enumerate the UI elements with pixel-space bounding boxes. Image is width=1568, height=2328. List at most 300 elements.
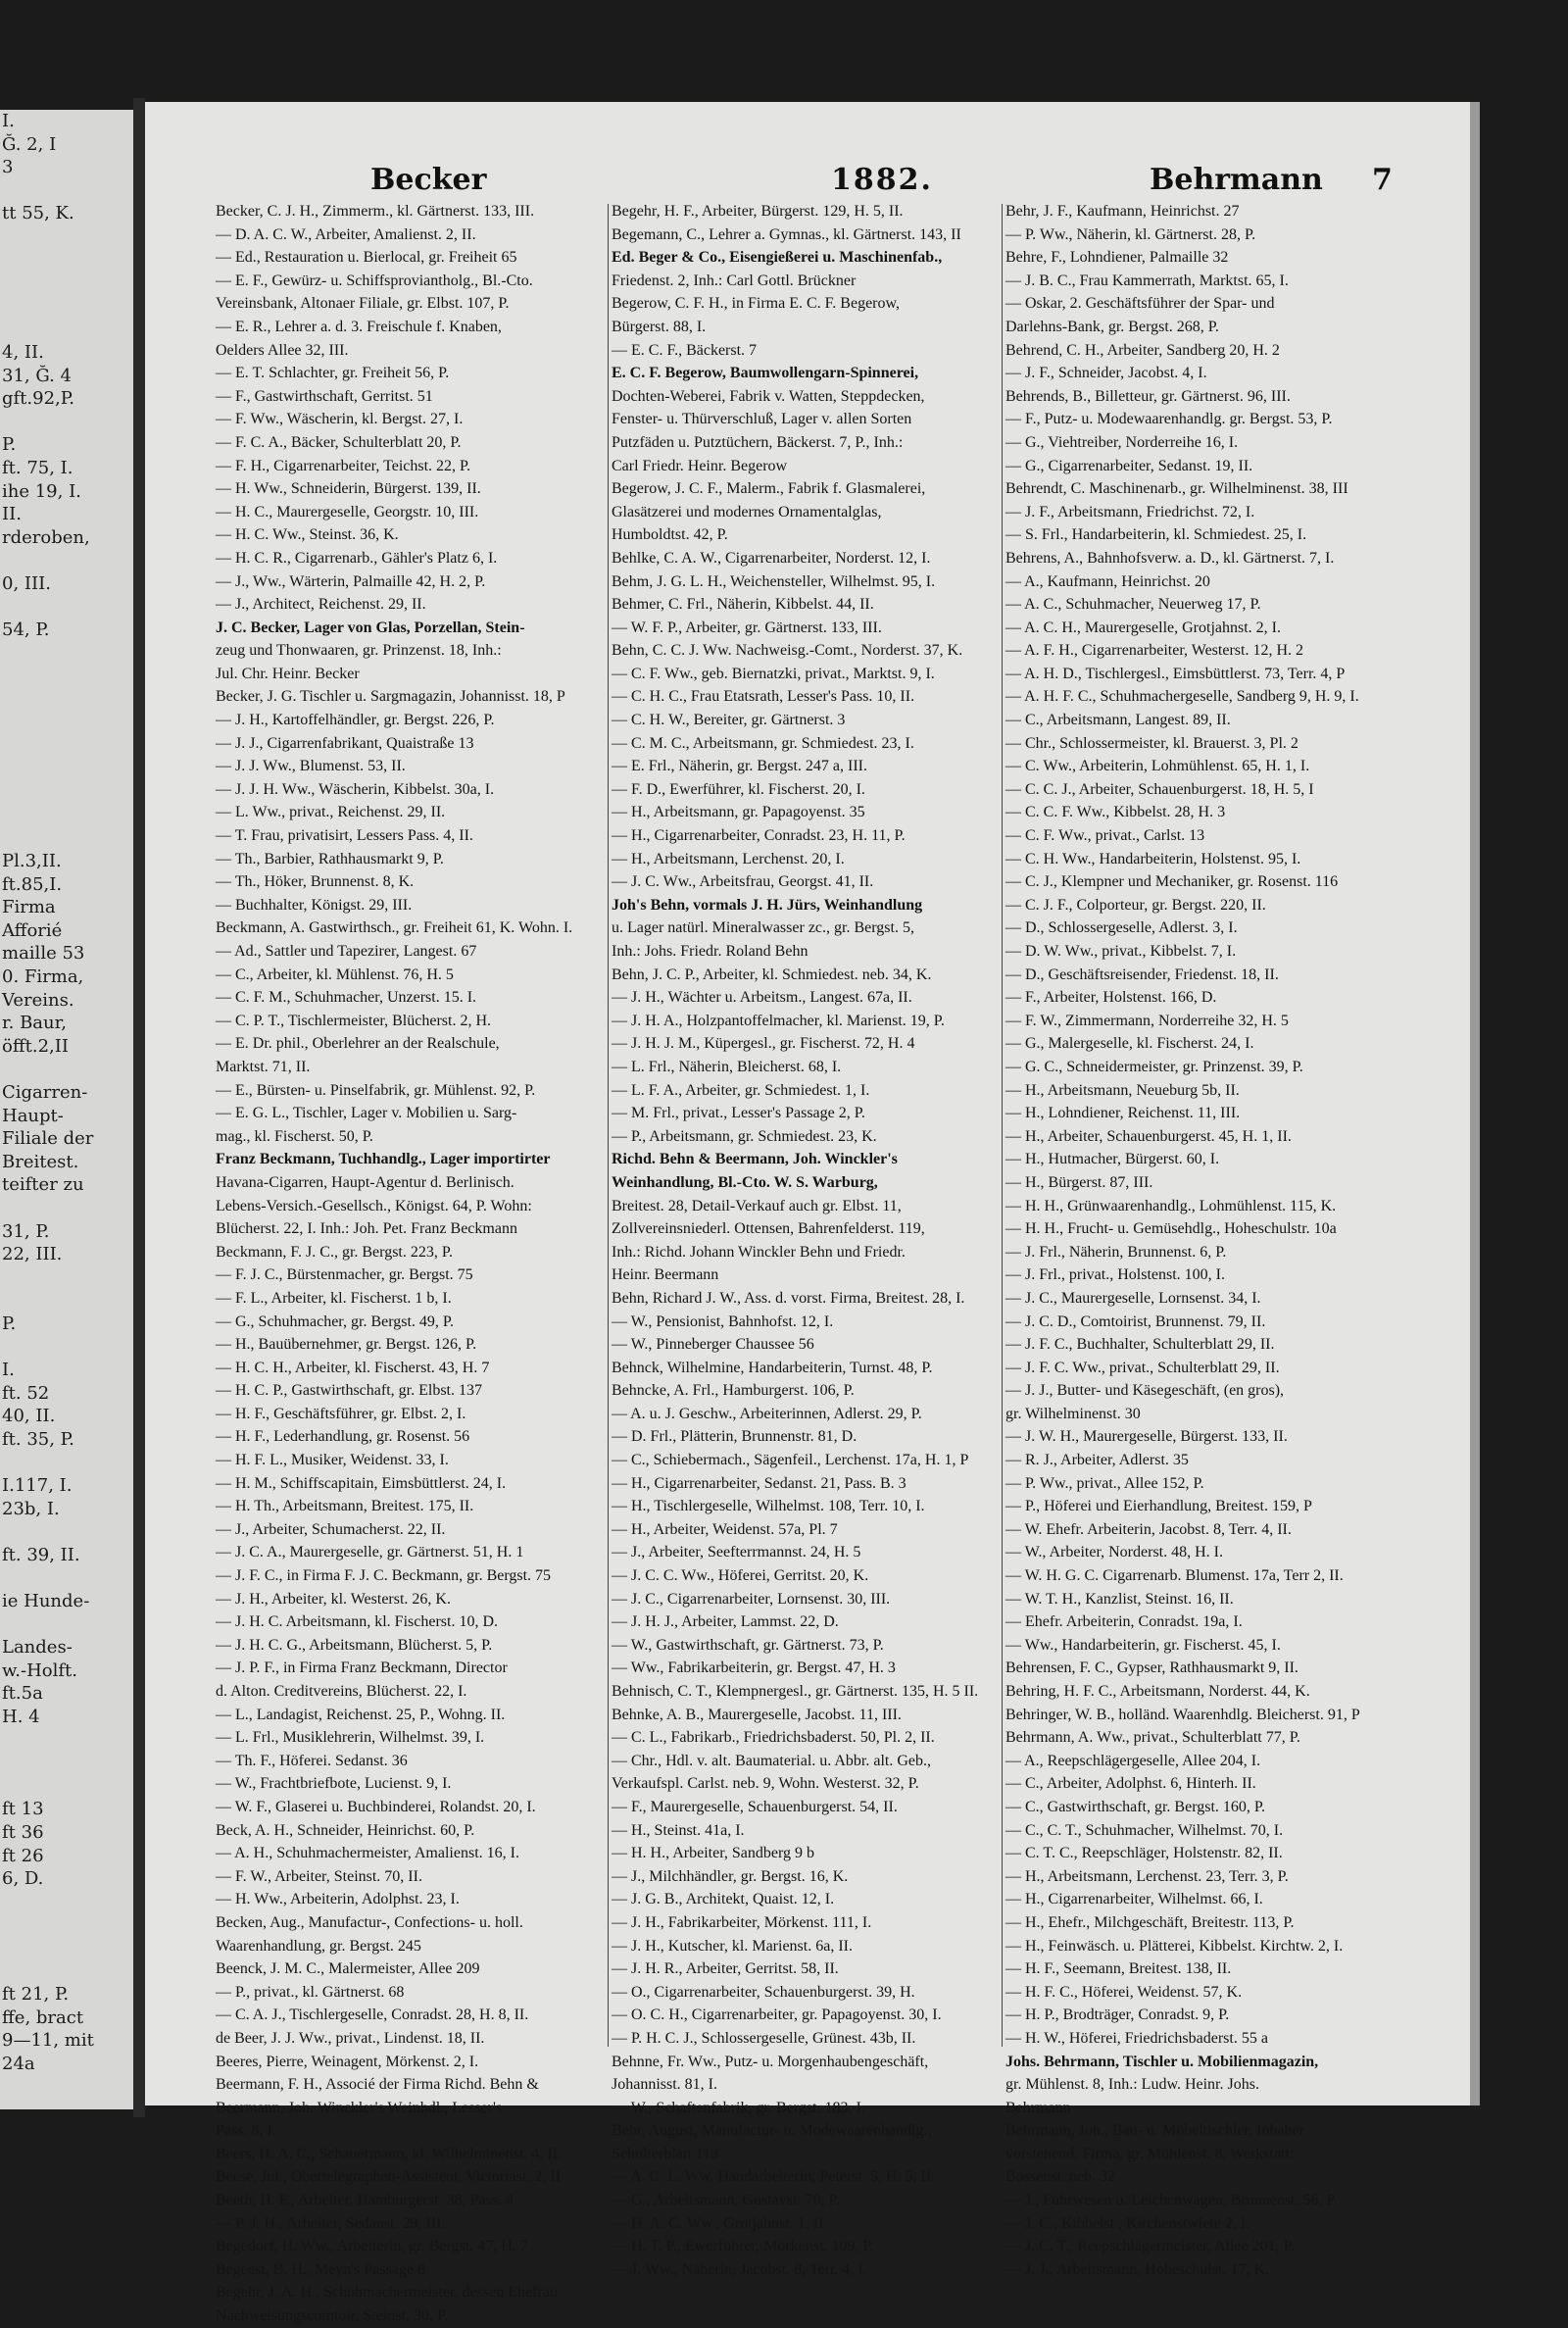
directory-entry: — J. H. A., Holzpantoffelmacher, kl. Marienst. 19, P.	[612, 1012, 945, 1029]
prev-page-fragment	[0, 225, 133, 249]
directory-entry: Carl Friedr. Heinr. Begerow	[612, 457, 788, 474]
directory-entry: — J. H. C. Arbeitsmann, kl. Fischerst. 10, D.	[216, 1613, 498, 1631]
prev-page-fragment	[0, 1197, 133, 1220]
directory-entry: Franz Beckmann, Tuchhandlg., Lager importirter	[216, 1151, 551, 1168]
directory-entry: Friedenst. 2, Inh.: Carl Gottl. Brückner	[612, 272, 857, 289]
directory-entry: Richd. Behn & Beermann, Joh. Winckler's	[612, 1151, 898, 1168]
directory-entry: — J. F., Arbeitsmann, Friedrichst. 72, I.	[1005, 503, 1255, 520]
prev-page-fragment: I.	[2, 1360, 15, 1381]
directory-entry: — Ed., Restauration u. Bierlocal, gr. Freiheit 65	[216, 249, 517, 267]
directory-entry: Behn, C. C. J. Ww. Nachweisg.-Comt., Norderst. 37, K.	[612, 642, 963, 660]
prev-page-fragment	[0, 1289, 133, 1313]
prev-page-fragment: 24a	[2, 2053, 35, 2074]
prev-page-fragment: maille 53	[2, 943, 85, 965]
directory-entry: Blücherst. 22, I. Inh.: Joh. Pet. Franz Beckmann	[216, 1220, 517, 1238]
directory-entry: — D., Geschäftsreisender, Friedenst. 18, II.	[1005, 966, 1279, 983]
directory-entry: — H. F., Lederhandlung, gr. Rosenst. 56	[216, 1428, 470, 1446]
directory-entry: — H. P., Brodträger, Conradst. 9, P.	[1005, 2006, 1230, 2024]
directory-entry: — J., Ww., Wärterin, Palmaille 42, H. 2, P.	[216, 572, 486, 590]
directory-entry: — J., Fuhrwesen u. Leichenwagen, Brunnenst. 56, P.	[1005, 2192, 1338, 2209]
prev-page-fragment: ft 36	[2, 1821, 44, 1843]
prev-page-fragment	[0, 1451, 133, 1474]
column-2	[612, 200, 994, 2281]
prev-page-fragment: 23b, I.	[2, 1498, 60, 1519]
prev-page-fragment	[0, 249, 133, 272]
directory-entry: — H. C., Maurergeselle, Georgstr. 10, III.	[216, 503, 479, 520]
column-1	[216, 200, 603, 2328]
directory-entry: — C., Arbeiter, Adolphst. 6, Hinterh. II.	[1005, 1775, 1256, 1793]
directory-entry: — P. J. H., Arbeiter, Sedanst. 29, III.	[216, 2214, 446, 2232]
directory-entry: Becken, Aug., Manufactur-, Confections- u. holl.	[216, 1913, 523, 1931]
directory-entry: — L. Ww., privat., Reichenst. 29, II.	[216, 804, 446, 821]
directory-entry: — E. C. F., Bäckerst. 7	[612, 341, 758, 359]
directory-entry: — H. M., Schiffscapitain, Eimsbüttlerst. 24, I.	[216, 1474, 507, 1492]
directory-entry: gr. Wilhelminenst. 30	[1005, 1405, 1141, 1422]
directory-entry: — A. C., Schuhmacher, Neuerweg 17, P.	[1005, 596, 1261, 614]
directory-entry: Behr, J. F., Kaufmann, Heinrichst. 27	[1005, 203, 1240, 220]
directory-entry: — J. H., Kartoffelhändler, gr. Bergst. 226, P.	[216, 712, 495, 729]
directory-entry: — C., Arbeitsmann, Langest. 89, II.	[1005, 712, 1231, 729]
prev-page-fragment: ft. 52	[2, 1382, 50, 1404]
directory-entry: — F. W., Arbeiter, Steinst. 70, II.	[216, 1867, 422, 1885]
prev-page-fragment	[0, 642, 133, 666]
directory-entry: — C. F. Ww., privat., Carlst. 13	[1005, 827, 1205, 845]
directory-entry: d. Alton. Creditvereins, Blücherst. 22, I.	[216, 1683, 467, 1700]
header-year: 1882.	[831, 163, 933, 197]
prev-page-fragment	[0, 711, 133, 734]
directory-entry: E. C. F. Begerow, Baumwollengarn-Spinnerei,	[612, 365, 919, 382]
prev-page-fragment: H. 4	[2, 1706, 40, 1727]
directory-entry: — H., Ehefr., Milchgeschäft, Breitestr. 113, P.	[1005, 1913, 1295, 1931]
prev-page-fragment: 0. Firma,	[2, 966, 84, 987]
directory-entry: — H. F., Seemann, Breitest. 138, II.	[1005, 1960, 1232, 1978]
prev-page-fragment	[0, 1960, 133, 1984]
directory-entry: — H. Th., Arbeitsmann, Breitest. 175, II.	[216, 1498, 474, 1515]
header-left-word: Becker	[370, 163, 487, 197]
directory-entry: Behlke, C. A. W., Cigarrenarbeiter, Norderst. 12, I.	[612, 549, 931, 567]
directory-entry: — A., Reepschlägergeselle, Allee 204, I.	[1005, 1752, 1261, 1769]
prev-page-fragment	[0, 1335, 133, 1359]
directory-entry: — Th., Höker, Brunnenst. 8, K.	[216, 873, 415, 891]
directory-entry: — J. Ww., Näherin, Jacobst. 8, Terr. 4, I.	[612, 2260, 867, 2278]
directory-entry: gr. Mühlenst. 8, Inh.: Ludw. Heinr. Johs.	[1005, 2076, 1259, 2094]
prev-page-fragment: Filiale der	[2, 1128, 94, 1150]
header-right-word: Behrmann	[1150, 163, 1323, 197]
directory-entry: — Oskar, 2. Geschäftsführer der Spar- und	[1005, 295, 1275, 313]
directory-entry: — Chr., Schlossermeister, kl. Brauerst. 3, Pl. 2	[1005, 734, 1298, 752]
directory-entry: Schulterblatt 113	[612, 2145, 719, 2162]
directory-entry: Becker, C. J. H., Zimmerm., kl. Gärtnerst. 133, III.	[216, 203, 535, 220]
directory-entry: — J. H. R., Arbeiter, Gerritst. 58, II.	[612, 1960, 839, 1978]
directory-entry: Fenster- u. Thürverschluß, Lager v. allen Sorten	[612, 411, 912, 428]
prev-page-fragment: ft 26	[2, 1845, 44, 1866]
prev-page-fragment: I.	[2, 111, 15, 131]
directory-entry: Begedorf, H. Ww., Arbeiterin, gr. Bergst. 47, H. 7	[216, 2238, 528, 2255]
prev-page-fragment	[0, 272, 133, 295]
directory-entry: — Ad., Sattler und Tapezirer, Langest. 67	[216, 943, 477, 960]
directory-entry: Glasätzerei und modernes Ornamentalglas,	[612, 503, 882, 520]
directory-entry: — E. Dr. phil., Oberlehrer an der Realschule,	[216, 1035, 500, 1053]
directory-entry: — P. Ww., Näherin, kl. Gärtnerst. 28, P.	[1005, 225, 1256, 243]
prev-page-fragment: 31, Ğ. 4	[2, 365, 72, 386]
directory-entry: — G., Viehtreiber, Norderreihe 16, I.	[1005, 433, 1239, 451]
directory-entry: Behre, F., Lohndiener, Palmaille 32	[1005, 249, 1229, 267]
directory-entry: — J. H. J., Arbeiter, Lammst. 22, D.	[612, 1613, 839, 1631]
directory-entry: — W., Pinneberger Chaussee 56	[612, 1336, 814, 1354]
directory-entry: — L. Frl., Näherin, Bleicherst. 68, I.	[612, 1058, 842, 1075]
directory-entry: Begerow, J. C. F., Malerm., Fabrik f. Glasmalerei,	[612, 480, 926, 498]
directory-entry: — H., Feinwäsch. u. Plätterei, Kibbelst. Kirchtw. 2, I.	[1005, 1937, 1344, 1955]
directory-entry: — J. J. H. Ww., Wäscherin, Kibbelst. 30a, I.	[216, 780, 495, 798]
directory-entry: — O., Cigarrenarbeiter, Schauenburgerst. 39, H.	[612, 1983, 915, 2001]
directory-entry: — J. C. C. Ww., Höferei, Gerritst. 20, K.	[612, 1567, 869, 1585]
directory-entry: — L. F. A., Arbeiter, gr. Schmiedest. 1, I.	[612, 1081, 870, 1099]
directory-entry: — H. F. L., Musiker, Weidenst. 33, I.	[216, 1452, 449, 1469]
prev-page-fragment	[0, 665, 133, 688]
prev-page-fragment	[0, 1566, 133, 1590]
directory-entry: — L., Landagist, Reichenst. 25, P., Wohng. II.	[216, 1706, 506, 1723]
prev-page-fragment: 31, P.	[2, 1220, 50, 1242]
directory-entry: — P., privat., kl. Gärtnerst. 68	[216, 1983, 405, 2001]
page-edge	[1470, 102, 1480, 2105]
directory-entry: Becker, J. G. Tischler u. Sargmagazin, Johannisst. 18, P	[216, 688, 565, 706]
directory-entry: — C. H. W., Bereiter, gr. Gärtnerst. 3	[612, 712, 846, 729]
directory-page	[145, 102, 1470, 2325]
directory-entry: Begemann, C., Lehrer a. Gymnas., kl. Gärtnerst. 143, II	[612, 225, 961, 243]
prev-page-fragment: ffe, bract	[2, 2006, 84, 2028]
prev-page-fragment: II.	[2, 504, 22, 525]
directory-entry: Behnne, Fr. Ww., Putz- u. Morgenhaubengeschäft,	[612, 2053, 929, 2070]
directory-entry: — C. J., Klempner und Mechaniker, gr. Rosenst. 116	[1005, 873, 1339, 891]
directory-entry: — C. M. C., Arbeitsmann, gr. Schmiedest. 23, I.	[612, 734, 914, 752]
directory-entry: — H., Steinst. 41a, I.	[612, 1821, 745, 1839]
directory-entry: — G., Malergeselle, kl. Fischerst. 24, I.	[1005, 1035, 1254, 1053]
directory-entry: — H., Hutmacher, Bürgerst. 60, I.	[1005, 1151, 1220, 1168]
directory-entry: — W., Frachtbriefbote, Lucienst. 9, I.	[216, 1775, 452, 1793]
directory-entry: — W., Schaftenfabrik, gr. Bergst. 183, I.	[612, 2099, 865, 2116]
book-gutter	[133, 98, 145, 2117]
directory-entry: — P. H. C. J., Schlossergeselle, Grünest. 43b, II.	[612, 2029, 916, 2047]
directory-entry: zeug und Thonwaaren, gr. Prinzenst. 18, Inh.:	[216, 642, 502, 660]
directory-entry: Beck, A. H., Schneider, Heinrichst. 60, P.	[216, 1821, 475, 1839]
directory-entry: — H., Bauübernehmer, gr. Bergst. 126, P.	[216, 1336, 477, 1354]
directory-entry: — W., Pensionist, Bahnhofst. 12, I.	[612, 1313, 834, 1330]
directory-entry: Havana-Cigarren, Haupt-Agentur d. Berlinisch.	[216, 1173, 514, 1191]
directory-entry: — J. C., Kibbelst., Kirchenstwiete 2, I.	[1005, 2214, 1250, 2232]
directory-entry: — G. C., Schneidermeister, gr. Prinzenst. 39, P.	[1005, 1058, 1303, 1075]
directory-entry: Bürgerst. 88, I.	[612, 318, 707, 335]
prev-page-fragment: Landes-	[2, 1637, 73, 1659]
directory-entry: — H., Arbeitsmann, Lerchenst. 20, I.	[612, 850, 845, 867]
directory-entry: — Ehefr. Arbeiterin, Conradst. 19a, I.	[1005, 1613, 1243, 1631]
directory-entry: — F. Ww., Wäscherin, kl. Bergst. 27, I.	[216, 411, 464, 428]
directory-entry: — P., Höferei und Eierhandlung, Breitest. 159, P	[1005, 1498, 1312, 1515]
directory-entry: Behrmann, A. Ww., privat., Schulterblatt 77, P.	[1005, 1729, 1300, 1747]
prev-page-fragment: r. Baur,	[2, 1013, 67, 1034]
directory-entry: — Th. F., Höferei. Sedanst. 36	[216, 1752, 408, 1769]
prev-page-fragment	[0, 1913, 133, 1937]
column-3	[1005, 200, 1452, 2281]
directory-entry: — Chr., Hdl. v. alt. Baumaterial. u. Abbr. alt. Geb.,	[612, 1752, 932, 1769]
directory-entry: — H., Cigarrenarbeiter, Sedanst. 21, Pass. B. 3	[612, 1474, 906, 1492]
directory-entry: — J. C. A., Maurergeselle, gr. Gärtnerst. 51, H. 1	[216, 1544, 524, 1561]
prev-page-fragment: Cigarren-	[2, 1081, 88, 1103]
directory-entry: Beeres, Pierre, Weinagent, Mörkenst. 2, I.	[216, 2053, 479, 2070]
directory-entry: — H., Lohndiener, Reichenst. 11, III.	[1005, 1105, 1241, 1122]
directory-entry: — D., Schlossergeselle, Adlerst. 3, I.	[1005, 919, 1238, 937]
prev-page-fragment: ft 13	[2, 1799, 44, 1820]
directory-entry: — H. Ww., Schneiderin, Bürgerst. 139, II.	[216, 480, 481, 498]
directory-entry: Beenck, J. M. C., Malermeister, Allee 209	[216, 1960, 480, 1978]
directory-entry: — J., Arbeiter, Schumacherst. 22, II.	[216, 1520, 446, 1538]
directory-entry: — Ww., Fabrikarbeiterin, gr. Bergst. 47, H. 3	[612, 1659, 896, 1677]
prev-page-fragment	[0, 411, 133, 434]
prev-page-fragment	[0, 734, 133, 758]
directory-entry: — W. F. P., Arbeiter, gr. Gärtnerst. 133, III.	[612, 619, 882, 636]
directory-entry: — H. F. C., Höferei, Weidenst. 57, K.	[1005, 1983, 1243, 2001]
prev-page-fragment: Breitest.	[2, 1151, 79, 1172]
prev-page-fragment	[0, 295, 133, 319]
prev-page-fragment: Ğ. 2, I	[2, 133, 57, 155]
directory-entry: — H., Bürgerst. 87, III.	[1005, 1173, 1153, 1191]
prev-page-fragment	[0, 549, 133, 572]
directory-entry: — H., Cigarrenarbeiter, Wilhelmst. 66, I.	[1005, 1891, 1263, 1908]
prev-page-fragment: ft. 75, I.	[2, 457, 74, 478]
directory-entry: — C. H. Ww., Handarbeiterin, Holstenst. 95, I.	[1005, 850, 1301, 867]
prev-page-fragment: gft.92,P.	[2, 388, 74, 410]
directory-entry: Marktst. 71, II.	[216, 1058, 311, 1075]
directory-entry: Bossenst. neb. 32	[1005, 2168, 1115, 2186]
previous-page-fragment	[0, 110, 133, 2109]
prev-page-fragment	[0, 1729, 133, 1753]
directory-entry: Heinr. Beermann	[612, 1266, 719, 1284]
directory-entry: vorstehend. Firma, gr. Mühlenst. 8, Werkstatt:	[1005, 2145, 1295, 2162]
prev-page-fragment: 0, III.	[2, 572, 51, 594]
directory-entry: J. C. Becker, Lager von Glas, Porzellan, Stein-	[216, 619, 525, 636]
prev-page-fragment	[0, 595, 133, 619]
directory-entry: Behrmann	[1005, 2099, 1071, 2116]
directory-entry: Behring, H. F. C., Arbeitsmann, Norderst. 44, K.	[1005, 1683, 1310, 1700]
directory-entry: — H., Arbeitsmann, Neueburg 5b, II.	[1005, 1081, 1240, 1099]
directory-entry: — E. G. L., Tischler, Lager v. Mobilien u. Sarg-	[216, 1105, 517, 1122]
directory-entry: Behrensen, F. C., Gypser, Rathhausmarkt 9, II.	[1005, 1659, 1298, 1677]
directory-entry: Johannisst. 81, I.	[612, 2076, 717, 2094]
directory-entry: Behncke, A. Frl., Hamburgerst. 106, P.	[612, 1382, 855, 1400]
directory-entry: — D. W. Ww., privat., Kibbelst. 7, I.	[1005, 943, 1237, 960]
directory-entry: — T. Frau, privatisirt, Lessers Pass. 4, II.	[216, 827, 473, 845]
directory-entry: — H., Arbeiter, Schauenburgerst. 45, H. 1, II.	[1005, 1127, 1292, 1145]
prev-page-fragment	[0, 1891, 133, 1914]
directory-entry: Jul. Chr. Heinr. Becker	[216, 665, 360, 682]
directory-entry: — F., Maurergeselle, Schauenburgerst. 54, II.	[612, 1798, 898, 1815]
prev-page-fragment	[0, 318, 133, 341]
directory-entry: — G., Cigarrenarbeiter, Sedanst. 19, II.	[1005, 457, 1253, 474]
directory-entry: — H. W., Höferei, Friedrichsbaderst. 55 a	[1005, 2029, 1268, 2047]
directory-entry: — H., Arbeitsmann, Lerchenst. 23, Terr. 3, P.	[1005, 1867, 1289, 1885]
directory-entry: — C. C. J., Arbeiter, Schauenburgerst. 18, H. 5, I	[1005, 780, 1314, 798]
directory-entry: Behrens, A., Bahnhofsverw. a. D., kl. Gärtnerst. 7, I.	[1005, 549, 1335, 567]
prev-page-fragment: 40, II.	[2, 1406, 56, 1427]
directory-entry: Beeth, H. F., Arbeiter, Hamburgerst. 38, Pass. 4	[216, 2192, 514, 2209]
directory-entry: Darlehns-Bank, gr. Bergst. 268, P.	[1005, 318, 1219, 335]
directory-entry: — L. Frl., Musiklehrerin, Wilhelmst. 39, I.	[216, 1729, 485, 1747]
prev-page-fragment	[0, 804, 133, 827]
directory-entry: Dochten-Weberei, Fabrik v. Watten, Steppdecken,	[612, 387, 925, 405]
directory-entry: — W., Gastwirthschaft, gr. Gärtnerst. 73, P.	[612, 1636, 884, 1654]
directory-entry: Weinhandlung, Bl.-Cto. W. S. Warburg,	[612, 1173, 878, 1191]
directory-entry: Zollvereinsniederl. Ottensen, Bahrenfelderst. 119,	[612, 1220, 925, 1238]
directory-entry: — C. T. C., Reepschläger, Holstenstr. 82, II.	[1005, 1845, 1283, 1862]
directory-entry: — D. Frl., Plätterin, Brunnenstr. 81, D.	[612, 1428, 858, 1446]
prev-page-fragment: Afforié	[2, 919, 63, 941]
directory-entry: — W. Ehefr. Arbeiterin, Jacobst. 8, Terr. 4, II.	[1005, 1520, 1292, 1538]
directory-entry: — F. D., Ewerführer, kl. Fischerst. 20, I.	[612, 780, 865, 798]
directory-entry: — W. T. H., Kanzlist, Steinst. 16, II.	[1005, 1590, 1234, 1608]
directory-entry: — J. H. C. G., Arbeitsmann, Blücherst. 5, P.	[216, 1636, 493, 1654]
prev-page-fragment: 9—11, mit	[2, 2030, 94, 2052]
directory-entry: — F., Putz- u. Modewaarenhandlg. gr. Bergst. 53, P.	[1005, 411, 1333, 428]
directory-entry: — J. G. B., Architekt, Quaist. 12, I.	[612, 1891, 835, 1908]
prev-page-fragment	[0, 1058, 133, 1081]
directory-entry: Inh.: Johs. Friedr. Roland Behn	[612, 943, 808, 960]
directory-entry: — J. H., Fabrikarbeiter, Mörkenst. 111, I.	[612, 1913, 872, 1931]
directory-entry: — C. Ww., Arbeiterin, Lohmühlenst. 65, H. 1, I.	[1005, 758, 1310, 775]
directory-entry: Behrmann, Joh., Bau- u. Möbeltischler, Inhaber	[1005, 2122, 1305, 2140]
directory-entry: — H., Cigarrenarbeiter, Conradst. 23, H. 11, P.	[612, 827, 906, 845]
prev-page-fragment: tt 55, K.	[2, 203, 74, 224]
directory-entry: Putzfäden u. Putztüchern, Bäckerst. 7, P., Inh.:	[612, 433, 904, 451]
directory-entry: — J., Architect, Reichenst. 29, II.	[216, 596, 426, 614]
directory-entry: Behn, J. C. P., Arbeiter, kl. Schmiedest. neb. 34, K.	[612, 966, 932, 983]
directory-entry: — H. H., Frucht- u. Gemüsehdlg., Hoheschulstr. 10a	[1005, 1220, 1337, 1238]
directory-entry: — J. H., Arbeiter, kl. Westerst. 26, K.	[216, 1590, 451, 1608]
prev-page-fragment	[0, 758, 133, 781]
directory-entry: Breitest. 28, Detail-Verkauf auch gr. Elbst. 11,	[612, 1197, 902, 1214]
directory-entry: — J. Frl., Näherin, Brunnenst. 6, P.	[1005, 1243, 1227, 1261]
directory-entry: — P. Ww., privat., Allee 152, P.	[1005, 1474, 1204, 1492]
directory-entry: — C., C. T., Schuhmacher, Wilhelmst. 70, I.	[1005, 1821, 1284, 1839]
prev-page-fragment: ie Hunde-	[2, 1591, 90, 1611]
directory-entry: Behnisch, C. T., Klempnergesl., gr. Gärtnerst. 135, H. 5 II.	[612, 1683, 979, 1700]
directory-entry: — C., Gastwirthschaft, gr. Bergst. 160, P.	[1005, 1798, 1266, 1815]
directory-entry: — J. P. F., in Firma Franz Beckmann, Director	[216, 1659, 508, 1677]
directory-entry: — H., Arbeiter, Weidenst. 57a, Pl. 7	[612, 1520, 838, 1538]
directory-entry: — Buchhalter, Königst. 29, III.	[216, 896, 413, 914]
directory-entry: — H., Arbeitsmann, gr. Papagoyenst. 35	[612, 804, 865, 821]
prev-page-fragment: P.	[2, 1313, 17, 1334]
directory-entry: Beese, Jul., Obertelegraphen-Assistent, Victoriast. 2, II	[216, 2168, 561, 2186]
directory-entry: — J. H. J. M., Küpergesl., gr. Fischerst. 72, H. 4	[612, 1035, 915, 1053]
directory-entry: — H. A. C. Ww., Grotjahnst. 1, II.	[612, 2214, 828, 2232]
prev-page-fragment: ihe 19, I.	[2, 480, 81, 502]
prev-page-fragment: ft.5a	[2, 1683, 43, 1705]
directory-entry: u. Lager natürl. Mineralwasser zc., gr. Bergst. 5,	[612, 919, 914, 937]
directory-entry: — H. Ww., Arbeiterin, Adolphst. 23, I.	[216, 1891, 460, 1908]
directory-entry: Behn, Richard J. W., Ass. d. vorst. Firma, Breitest. 28, I.	[612, 1289, 965, 1307]
directory-entry: — E. F., Gewürz- u. Schiffsproviantholg., Bl.-Cto.	[216, 272, 533, 289]
directory-entry: — F. C. A., Bäcker, Schulterblatt 20, P.	[216, 433, 462, 451]
directory-entry: Waarenhandlung, gr. Bergst. 245	[216, 1937, 421, 1955]
directory-entry: Behr, August, Manufactur- u. Modewaarenhandlg.,	[612, 2122, 932, 2140]
column-rule	[1002, 204, 1003, 2047]
directory-entry: Behrend, C. H., Arbeiter, Sandberg 20, H. 2	[1005, 341, 1280, 359]
directory-entry: — J. J. Ww., Blumenst. 53, II.	[216, 758, 406, 775]
directory-entry: — A. C. L. Ww. Handarbeiterin, Peterst. 5, H. 5, II.	[612, 2168, 936, 2186]
directory-entry: Behm, J. G. L. H., Weichensteller, Wilhelmst. 95, I.	[612, 572, 936, 590]
directory-entry: — O. C. H., Cigarrenarbeiter, gr. Papagoyenst. 30, I.	[612, 2006, 942, 2024]
directory-entry: — D. A. C. W., Arbeiter, Amalienst. 2, II.	[216, 225, 476, 243]
directory-entry: — R. J., Arbeiter, Adlerst. 35	[1005, 1452, 1189, 1469]
directory-entry: — H. T. P., Ewerführer, Mörkenst. 109, P.	[612, 2238, 874, 2255]
directory-entry: — F. L., Arbeiter, kl. Fischerst. 1 b, I.	[216, 1289, 452, 1307]
prev-page-fragment: 54, P.	[2, 619, 50, 641]
directory-entry: — C. L., Fabrikarb., Friedrichsbaderst. 50, Pl. 2, II.	[612, 1729, 935, 1747]
prev-page-fragment: rderoben,	[2, 526, 90, 548]
directory-entry: — G., Schuhmacher, gr. Bergst. 49, P.	[216, 1313, 455, 1330]
directory-entry: — P., Arbeitsmann, gr. Schmiedest. 23, K.	[612, 1127, 877, 1145]
directory-entry: — J. C. Ww., Arbeitsfrau, Georgst. 41, II.	[612, 873, 874, 891]
directory-entry: — A. H. D., Tischlergesl., Eimsbüttlerst. 73, Terr. 4, P	[1005, 665, 1346, 682]
directory-entry: — J. Frl., privat., Holstenst. 100, I.	[1005, 1266, 1225, 1284]
prev-page-fragment	[0, 688, 133, 712]
directory-entry: — J. F. C., in Firma F. J. C. Beckmann, gr. Bergst. 75	[216, 1567, 552, 1585]
directory-entry: — E., Bürsten- u. Pinselfabrik, gr. Mühlenst. 92, P.	[216, 1081, 536, 1099]
directory-entry: — J. J., Butter- und Käsegeschäft, (en gros),	[1005, 1382, 1285, 1400]
directory-entry: — C. F. Ww., geb. Biernatzki, privat., Marktst. 9, I.	[612, 665, 935, 682]
directory-entry: — H., Tischlergeselle, Wilhelmst. 108, Terr. 10, I.	[612, 1498, 925, 1515]
directory-entry: — A., Kaufmann, Heinrichst. 20	[1005, 572, 1210, 590]
directory-entry: — G., Arbeitsmann, Gustavst. 70, P.	[612, 2192, 840, 2209]
directory-entry: Behmer, C. Frl., Näherin, Kibbelst. 44, II.	[612, 596, 874, 614]
directory-entry: — F. H., Cigarrenarbeiter, Teichst. 22, P.	[216, 457, 471, 474]
prev-page-fragment	[0, 1775, 133, 1799]
directory-entry: — E. R., Lehrer a. d. 3. Freischule f. Knaben,	[216, 318, 502, 335]
directory-entry: — H. C. R., Cigarrenarb., Gähler's Platz 6, I.	[216, 549, 498, 567]
directory-entry: — J. C., Maurergeselle, Lornsenst. 34, I.	[1005, 1289, 1261, 1307]
directory-entry: Johs. Behrmann, Tischler u. Mobilienmagazin,	[1005, 2053, 1319, 2070]
directory-entry: — A. u. J. Geschw., Arbeiterinnen, Adlerst. 29, P.	[612, 1405, 922, 1422]
directory-entry: — J. F. C. Ww., privat., Schulterblatt 29, II.	[1005, 1359, 1280, 1376]
directory-entry: — H. C. H., Arbeiter, kl. Fischerst. 43, H. 7	[216, 1359, 490, 1376]
directory-entry: Begerow, C. F. H., in Firma E. C. F. Begerow,	[612, 295, 901, 313]
directory-entry: Beermann, Joh. Winckler's Weinhdl., Lesser's	[216, 2099, 503, 2116]
page-number: 7	[1372, 163, 1393, 197]
prev-page-fragment: ft.85,I.	[2, 873, 63, 895]
directory-entry: — S. Frl., Handarbeiterin, kl. Schmiedest. 25, I.	[1005, 526, 1307, 544]
directory-entry: Begeest, B. H., Meyn's Passage 8	[216, 2260, 425, 2278]
directory-entry: Beermann, F. H., Associé der Firma Richd. Behn &	[216, 2076, 539, 2094]
prev-page-fragment	[0, 1937, 133, 1960]
prev-page-fragment: Haupt-	[2, 1105, 64, 1126]
prev-page-fragment: teifter zu	[2, 1174, 84, 1196]
prev-page-fragment	[0, 826, 133, 850]
directory-entry: — Th., Barbier, Rathhausmarkt 9, P.	[216, 850, 444, 867]
prev-page-fragment: w.-Holft.	[2, 1659, 77, 1681]
prev-page-fragment: 22, III.	[2, 1244, 63, 1265]
directory-entry: Lebens-Versich.-Gesellsch., Königst. 64, P. Wohn:	[216, 1197, 532, 1214]
directory-entry: Begehr, H. F., Arbeiter, Bürgerst. 129, H. 5, II.	[612, 203, 904, 220]
directory-entry: — H. H., Grünwaarenhandlg., Lohmühlenst. 115, K.	[1005, 1197, 1337, 1214]
directory-entry: Beckmann, F. J. C., gr. Bergst. 223, P.	[216, 1243, 453, 1261]
prev-page-fragment: P.	[2, 434, 17, 456]
directory-entry: — J. W. H., Maurergeselle, Bürgerst. 133, II.	[1005, 1428, 1288, 1446]
directory-entry: Vereinsbank, Altonaer Filiale, gr. Elbst. 107, P.	[216, 295, 510, 313]
directory-entry: Joh's Behn, vormals J. H. Jürs, Weinhandlung	[612, 896, 923, 914]
directory-entry: — C. A. J., Tischlergeselle, Conradst. 28, H. 8, II.	[216, 2006, 529, 2024]
prev-page-fragment	[0, 179, 133, 203]
directory-entry: Beers, H. A. C., Schauermann, kl. Wilhelminenst. 4, II.	[216, 2145, 562, 2162]
page-header	[145, 163, 1470, 202]
